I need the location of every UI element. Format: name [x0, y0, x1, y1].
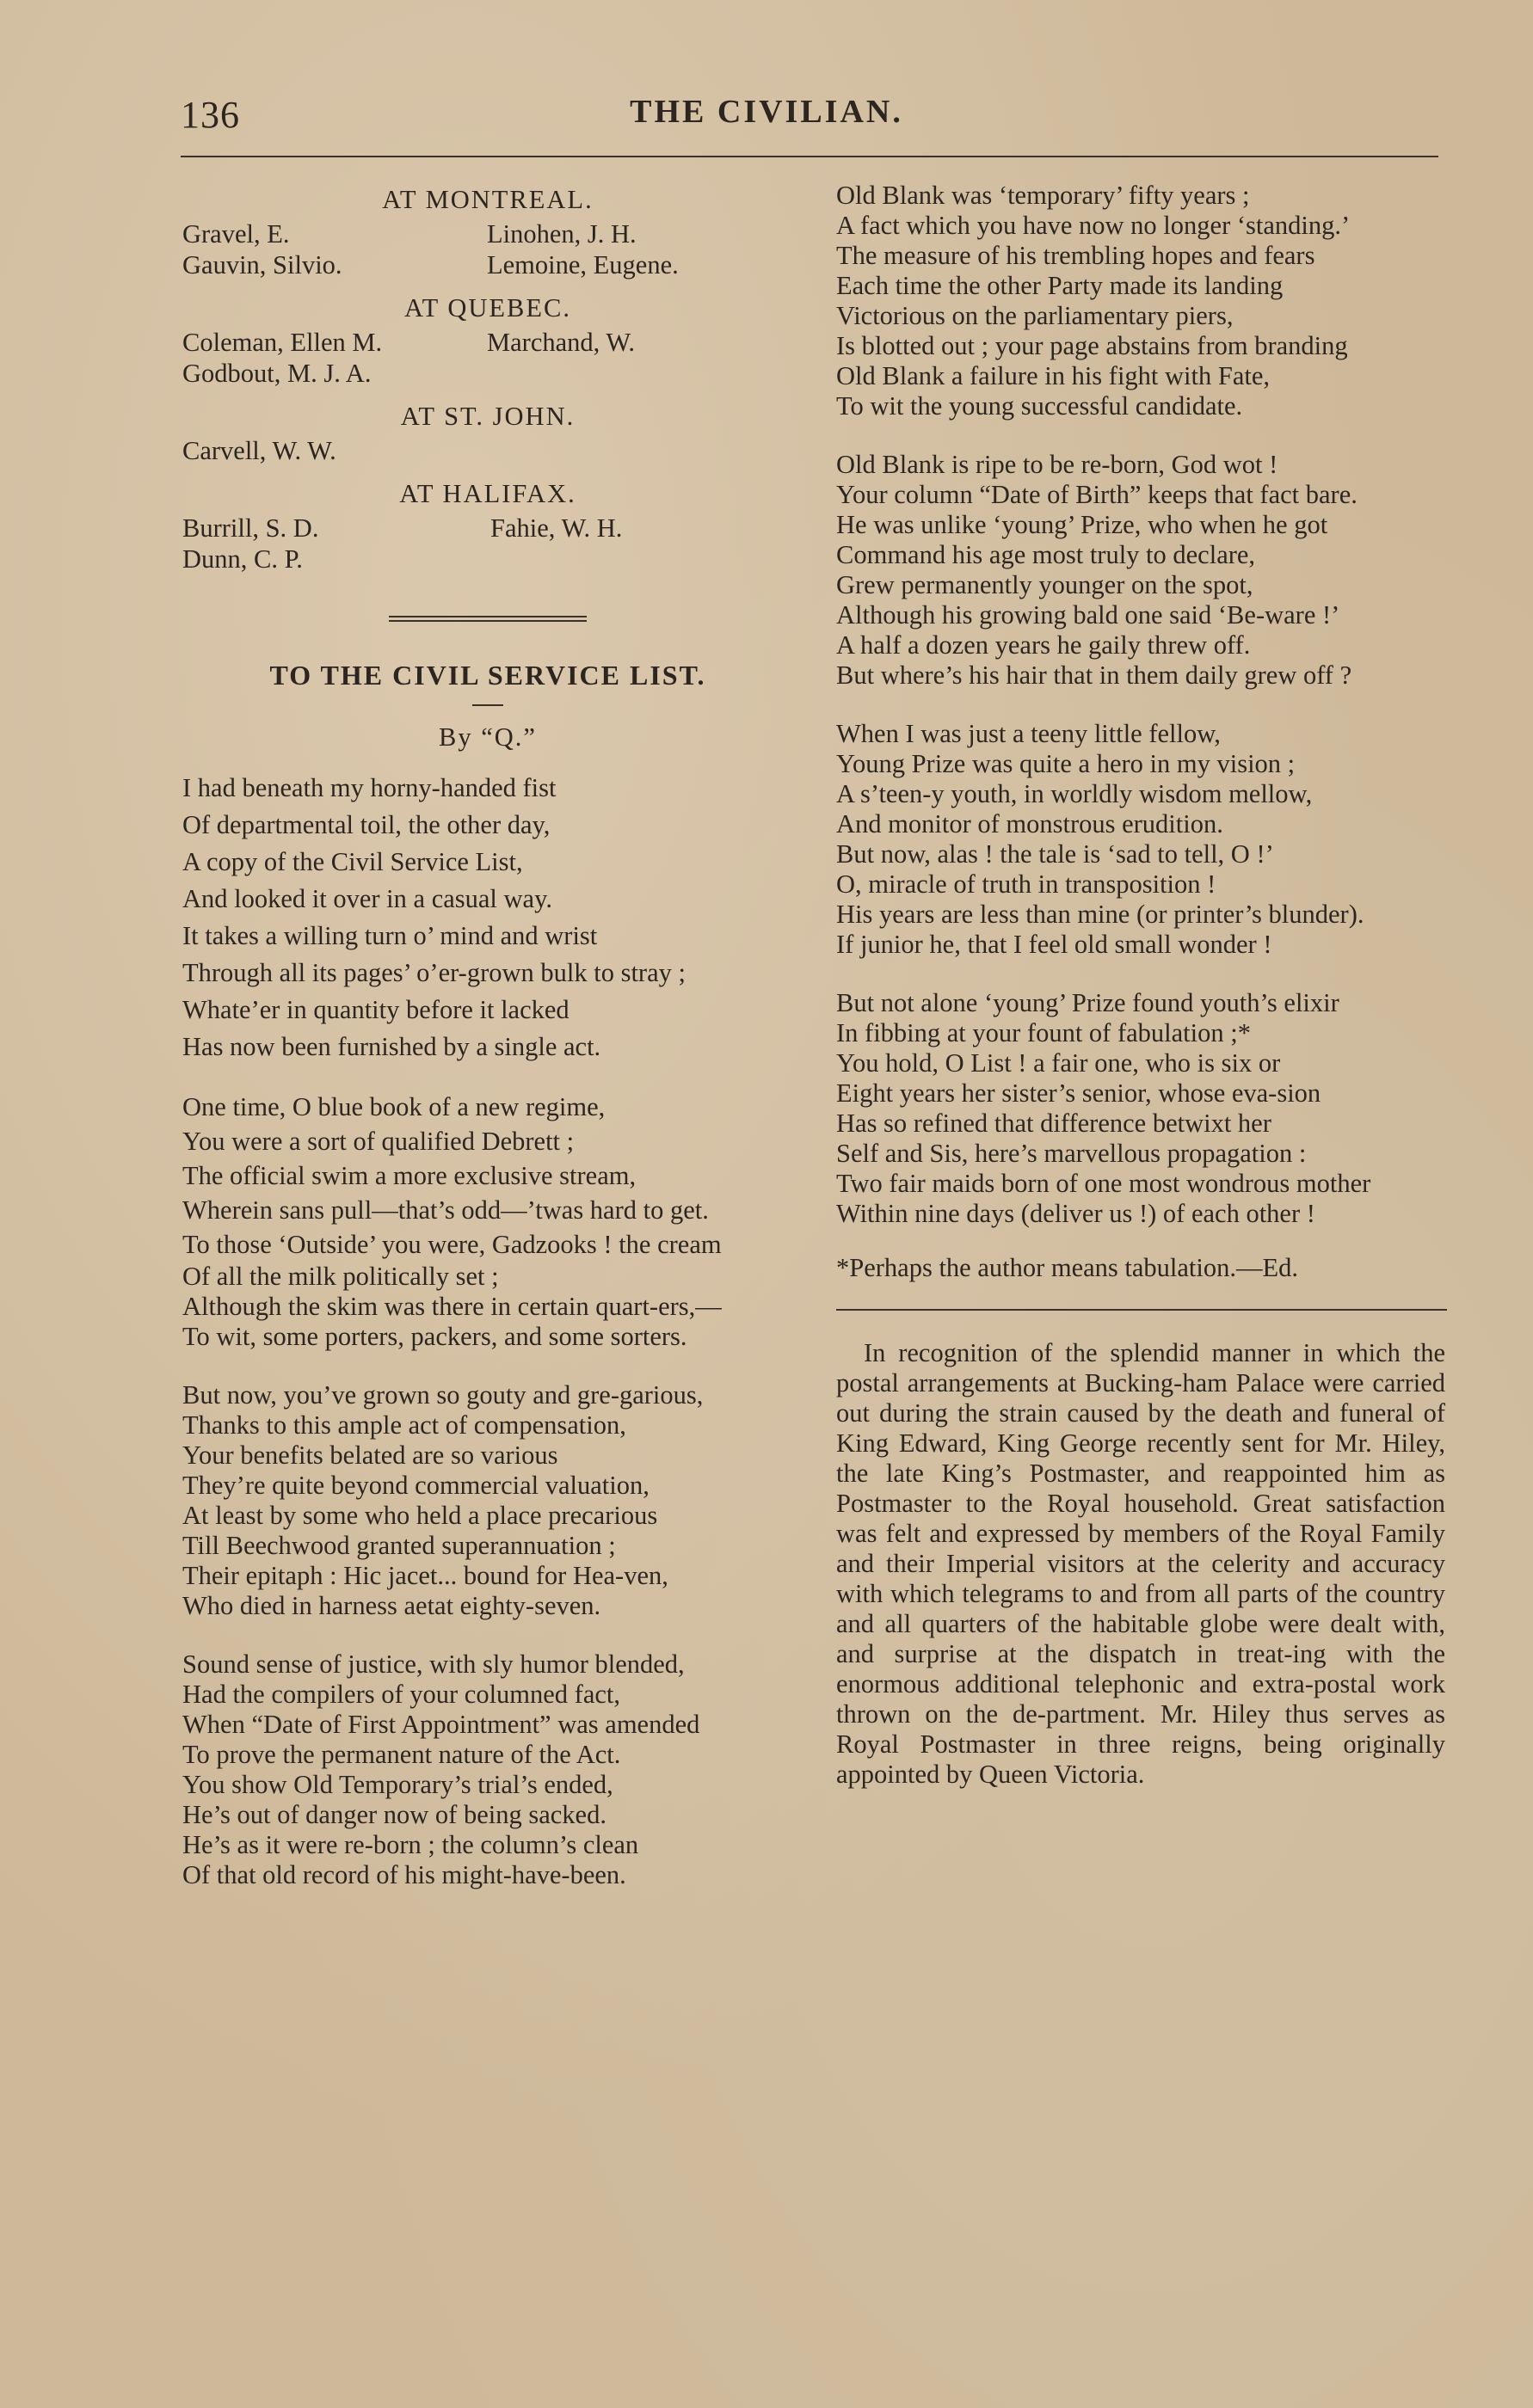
poem-line: But now, you’ve grown so gouty and gre-garious, [182, 1380, 704, 1410]
name-entry: Dunn, C. P. [182, 544, 303, 574]
poem-line: To wit the young successful candidate. [836, 391, 1243, 421]
poem-stanza [836, 181, 1445, 421]
header-rule [181, 156, 1438, 157]
poem-line: Thanks to this ample act of compensation, [182, 1410, 626, 1440]
poem-stanza [182, 1380, 793, 1621]
name-list [182, 513, 793, 574]
name-entry: Gauvin, Silvio. [182, 250, 342, 280]
location-halifax [182, 475, 793, 574]
location-heading: AT HALIFAX. [399, 479, 576, 508]
poem-line: In fibbing at your fount of fabulation ;* [836, 1018, 1251, 1047]
poem-line: Victorious on the parliamentary piers, [836, 301, 1234, 330]
poem-line: Command his age most truly to declare, [836, 540, 1256, 569]
poem-line: Of that old record of his might-have-been. [182, 1860, 626, 1889]
poem-line: They’re quite beyond commercial valuation, [182, 1471, 650, 1500]
name-entry: Linohen, J. H. [487, 219, 637, 249]
poem-line: Although the skim was there in certain quart-ers,— [182, 1292, 722, 1321]
poem-line: When I was just a teeny little fellow, [836, 719, 1221, 748]
poem-line: To those ‘Outside’ you were, Gadzooks ! the cream [182, 1230, 722, 1259]
title-dash [472, 704, 503, 706]
poem-line: Whate’er in quantity before it lacked [182, 995, 569, 1024]
location-heading: AT QUEBEC. [404, 293, 571, 322]
poem-line: If junior he, that I feel old small wonder ! [836, 930, 1272, 959]
poem-line: Old Blank was ‘temporary’ fifty years ; [836, 181, 1250, 210]
poem-line: Of all the milk politically set ; [182, 1262, 499, 1291]
poem-line: A copy of the Civil Service List, [182, 847, 523, 876]
poem-line: Through all its pages’ o’er-grown bulk to stray ; [182, 958, 686, 987]
poem-line: One time, O blue book of a new regime, [182, 1092, 606, 1121]
poem-line: His years are less than mine (or printer’s blunder). [836, 900, 1364, 929]
poem-line: Your column “Date of Birth” keeps that fact bare. [836, 480, 1358, 509]
poem-line: Has now been furnished by a single act. [182, 1032, 601, 1061]
location-heading: AT ST. JOHN. [400, 402, 576, 431]
poem-line: But not alone ‘young’ Prize found youth’s elixir [836, 988, 1339, 1017]
poem-stanza [836, 988, 1445, 1229]
name-entry: Fahie, W. H. [490, 513, 623, 543]
poem-line: A s’teen-y youth, in worldly wisdom mellow, [836, 779, 1313, 808]
poem-line: I had beneath my horny-handed fist [182, 773, 557, 802]
left-column [182, 181, 793, 1890]
poem-line: Who died in harness aetat eighty-seven. [182, 1591, 601, 1620]
poem-line: The official swim a more exclusive stream, [182, 1161, 637, 1190]
poem-title: TO THE CIVIL SERVICE LIST. [269, 660, 706, 691]
right-column [836, 181, 1445, 1790]
name-list [182, 218, 793, 280]
page-number: 136 [181, 94, 240, 136]
running-head: THE CIVILIAN. [630, 94, 903, 130]
poem-line: Although his growing bald one said ‘Be-ware !’ [836, 600, 1340, 630]
poem-line: But where’s his hair that in them daily grew off ? [836, 660, 1352, 690]
poem-line: And looked it over in a casual way. [182, 884, 552, 913]
poem-line: To wit, some porters, packers, and some sorters. [182, 1322, 687, 1351]
poem-stanza [182, 770, 793, 1066]
poem-line: He’s out of danger now of being sacked. [182, 1800, 606, 1829]
name-entry: Coleman, Ellen M. [182, 328, 383, 357]
poem-line: You show Old Temporary’s trial’s ended, [182, 1770, 613, 1799]
name-list [182, 435, 793, 468]
poem-line: Had the compilers of your columned fact, [182, 1680, 621, 1709]
poem-stanza [836, 450, 1445, 691]
poem-line: But now, alas ! the tale is ‘sad to tell, O !’ [836, 839, 1274, 869]
poem-line: Sound sense of justice, with sly humor blended, [182, 1649, 685, 1679]
poem-line: Wherein sans pull—that’s odd—’twas hard to get. [182, 1195, 709, 1225]
poem-line: Within nine days (deliver us !) of each other ! [836, 1199, 1315, 1228]
poem-line: The measure of his trembling hopes and fears [836, 241, 1315, 270]
name-entry: Carvell, W. W. [182, 436, 336, 465]
poem-line: Their epitaph : Hic jacet... bound for Hea-ven, [182, 1561, 668, 1590]
poem-line: Till Beechwood granted superannuation ; [182, 1531, 616, 1560]
poem-line: You hold, O List ! a fair one, who is six or [836, 1048, 1281, 1078]
poem-stanza [182, 1090, 793, 1352]
poem-line: It takes a willing turn o’ mind and wrist [182, 921, 598, 950]
poem-line: You were a sort of qualified Debrett ; [182, 1127, 575, 1156]
poem-line: A half a dozen years he gaily threw off. [836, 630, 1251, 660]
poem-byline: By “Q.” [439, 722, 537, 752]
poem-line: Self and Sis, here’s marvellous propagation : [836, 1139, 1307, 1168]
poem-line: Has so refined that difference betwixt her [836, 1109, 1271, 1138]
name-entry: Godbout, M. J. A. [182, 359, 372, 388]
poem-line: Old Blank a failure in his fight with Fate, [836, 361, 1271, 390]
poem-line: And monitor of monstrous erudition. [836, 809, 1223, 838]
poem-stanza [836, 719, 1445, 960]
poem-line: O, miracle of truth in transposition ! [836, 869, 1216, 899]
poem-line: Two fair maids born of one most wondrous mother [836, 1169, 1371, 1198]
poem-line: Young Prize was quite a hero in my vision ; [836, 749, 1296, 778]
name-entry: Marchand, W. [487, 328, 635, 357]
poem-line: When “Date of First Appointment” was amended [182, 1710, 700, 1739]
location-quebec [182, 289, 793, 389]
poem-line: Grew permanently younger on the spot, [836, 570, 1253, 599]
poem-line: Old Blank is ripe to be re-born, God wot ! [836, 450, 1278, 479]
name-entry: Gravel, E. [182, 219, 290, 249]
poem-line: Of departmental toil, the other day, [182, 810, 551, 839]
location-st-john [182, 397, 793, 468]
poem-line: Is blotted out ; your page abstains from branding [836, 331, 1348, 360]
name-entry: Burrill, S. D. [182, 513, 319, 543]
poem-line: At least by some who held a place precarious [182, 1501, 658, 1530]
name-list [182, 327, 793, 389]
poem-footnote: *Perhaps the author means tabulation.—Ed. [836, 1253, 1299, 1282]
section-divider [389, 616, 587, 622]
poem-line: He’s as it were re-born ; the column’s clean [182, 1830, 639, 1859]
poem-line: Your benefits belated are so various [182, 1440, 558, 1470]
poem-stanza [182, 1649, 793, 1890]
poem-line: Eight years her sister’s senior, whose eva-sion [836, 1078, 1321, 1108]
news-paragraph: In recognition of the splendid manner in which the postal arrangements at Bucking-ham Palace were carried out during the strain caused by the death and funeral of King Edward, King George recently sent for Mr. Hiley, the late King’s Postmaster, and reappointed him as Postmaster to the Royal household. Great satisfaction was felt and expressed by members of the Royal Family and their Imperial visitors at the celerity and accuracy with which telegrams to and from all parts of the country and all quarters of the habitable globe were dealt with, and surprise at the dispatch in treat-ing with the enormous additional telephonic and extra-postal work thrown on the de-partment. Mr. Hiley thus serves as Royal Postmaster in three reigns, being originally appointed by Queen Victoria. [836, 1338, 1445, 1789]
poem-line: To prove the permanent nature of the Act. [182, 1740, 621, 1769]
location-heading: AT MONTREAL. [382, 185, 594, 214]
name-entry: Lemoine, Eugene. [487, 250, 679, 280]
poem-line: Each time the other Party made its landing [836, 271, 1284, 300]
poem-line: He was unlike ‘young’ Prize, who when he got [836, 510, 1328, 539]
poem-line: A fact which you have now no longer ‘standing.’ [836, 211, 1351, 240]
location-montreal [182, 181, 793, 280]
